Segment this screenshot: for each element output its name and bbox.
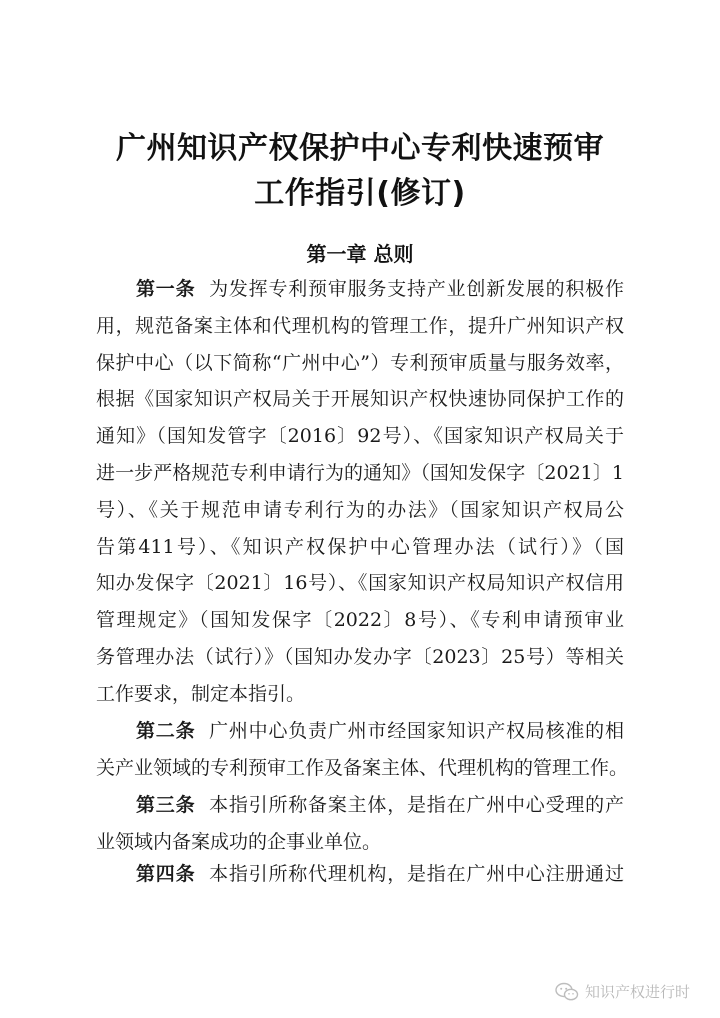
article-3-lead: 第三条: [136, 794, 196, 816]
article-2-line-2: 关产业领域的专利预审工作及备案主体、代理机构的管理工作。: [96, 756, 629, 779]
article-1-line-11: 务管理办法（试行）》（国知办发办字〔2023〕25号）等相关: [96, 645, 624, 668]
chapter-heading: 第一章 总则: [306, 242, 414, 266]
article-3: [96, 787, 624, 861]
article-1-line-7: 号）、《关于规范申请专利行为的办法》（国家知识产权局公: [96, 498, 624, 521]
article-2-lead: 第二条: [136, 720, 196, 742]
article-1-line-3: 保护中心（以下简称“广州中心”）专利预审质量与服务效率，: [96, 351, 624, 374]
wechat-watermark: [555, 981, 690, 1002]
article-1: [96, 271, 624, 713]
article-3-line-2: 业领域内备案成功的企事业单位。: [96, 830, 382, 853]
article-1-line-6: 进一步严格规范专利申请行为的通知》（国知发保字〔2021〕1: [96, 461, 624, 484]
article-4: [96, 856, 624, 893]
article-4-line-1: 第四条 本指引所称代理机构，是指在广州中心注册通过: [136, 863, 624, 885]
wechat-icon: [555, 982, 579, 1002]
document-title-line-2: 工作指引(修订): [254, 176, 466, 211]
article-2-line-1: 第二条 广州中心负责广州市经国家知识产权局核准的相: [136, 720, 624, 742]
article-1-line-4: 根据《国家知识产权局关于开展知识产权快速协同保护工作的: [96, 388, 624, 411]
article-1-line-10: 管理规定》（国知发保字〔2022〕8号）、《专利申请预审业: [96, 609, 624, 632]
watermark-text: 知识产权进行时: [584, 983, 690, 1001]
article-1-line-2: 用，规范备案主体和代理机构的管理工作，提升广州知识产权: [96, 314, 624, 337]
article-1-line-5: 通知》（国知发管字〔2016〕92号）、《国家知识产权局关于: [96, 425, 624, 448]
article-1-lead: 第一条: [136, 278, 196, 300]
article-1-line-12: 工作要求，制定本指引。: [96, 682, 306, 705]
article-3-line-1: 第三条 本指引所称备案主体，是指在广州中心受理的产: [136, 794, 624, 816]
article-1-line-1: 第一条 为发挥专利预审服务支持产业创新发展的积极作: [136, 278, 624, 300]
article-1-line-8: 告第411号）、《知识产权保护中心管理办法（试行）》（国: [96, 535, 624, 558]
article-4-lead: 第四条: [136, 863, 196, 885]
article-2: [96, 713, 629, 787]
article-1-line-9: 知办发保字〔2021〕16号）、《国家知识产权局知识产权信用: [96, 572, 624, 595]
document-title-line-1: 广州知识产权保护中心专利快速预审: [116, 131, 604, 166]
